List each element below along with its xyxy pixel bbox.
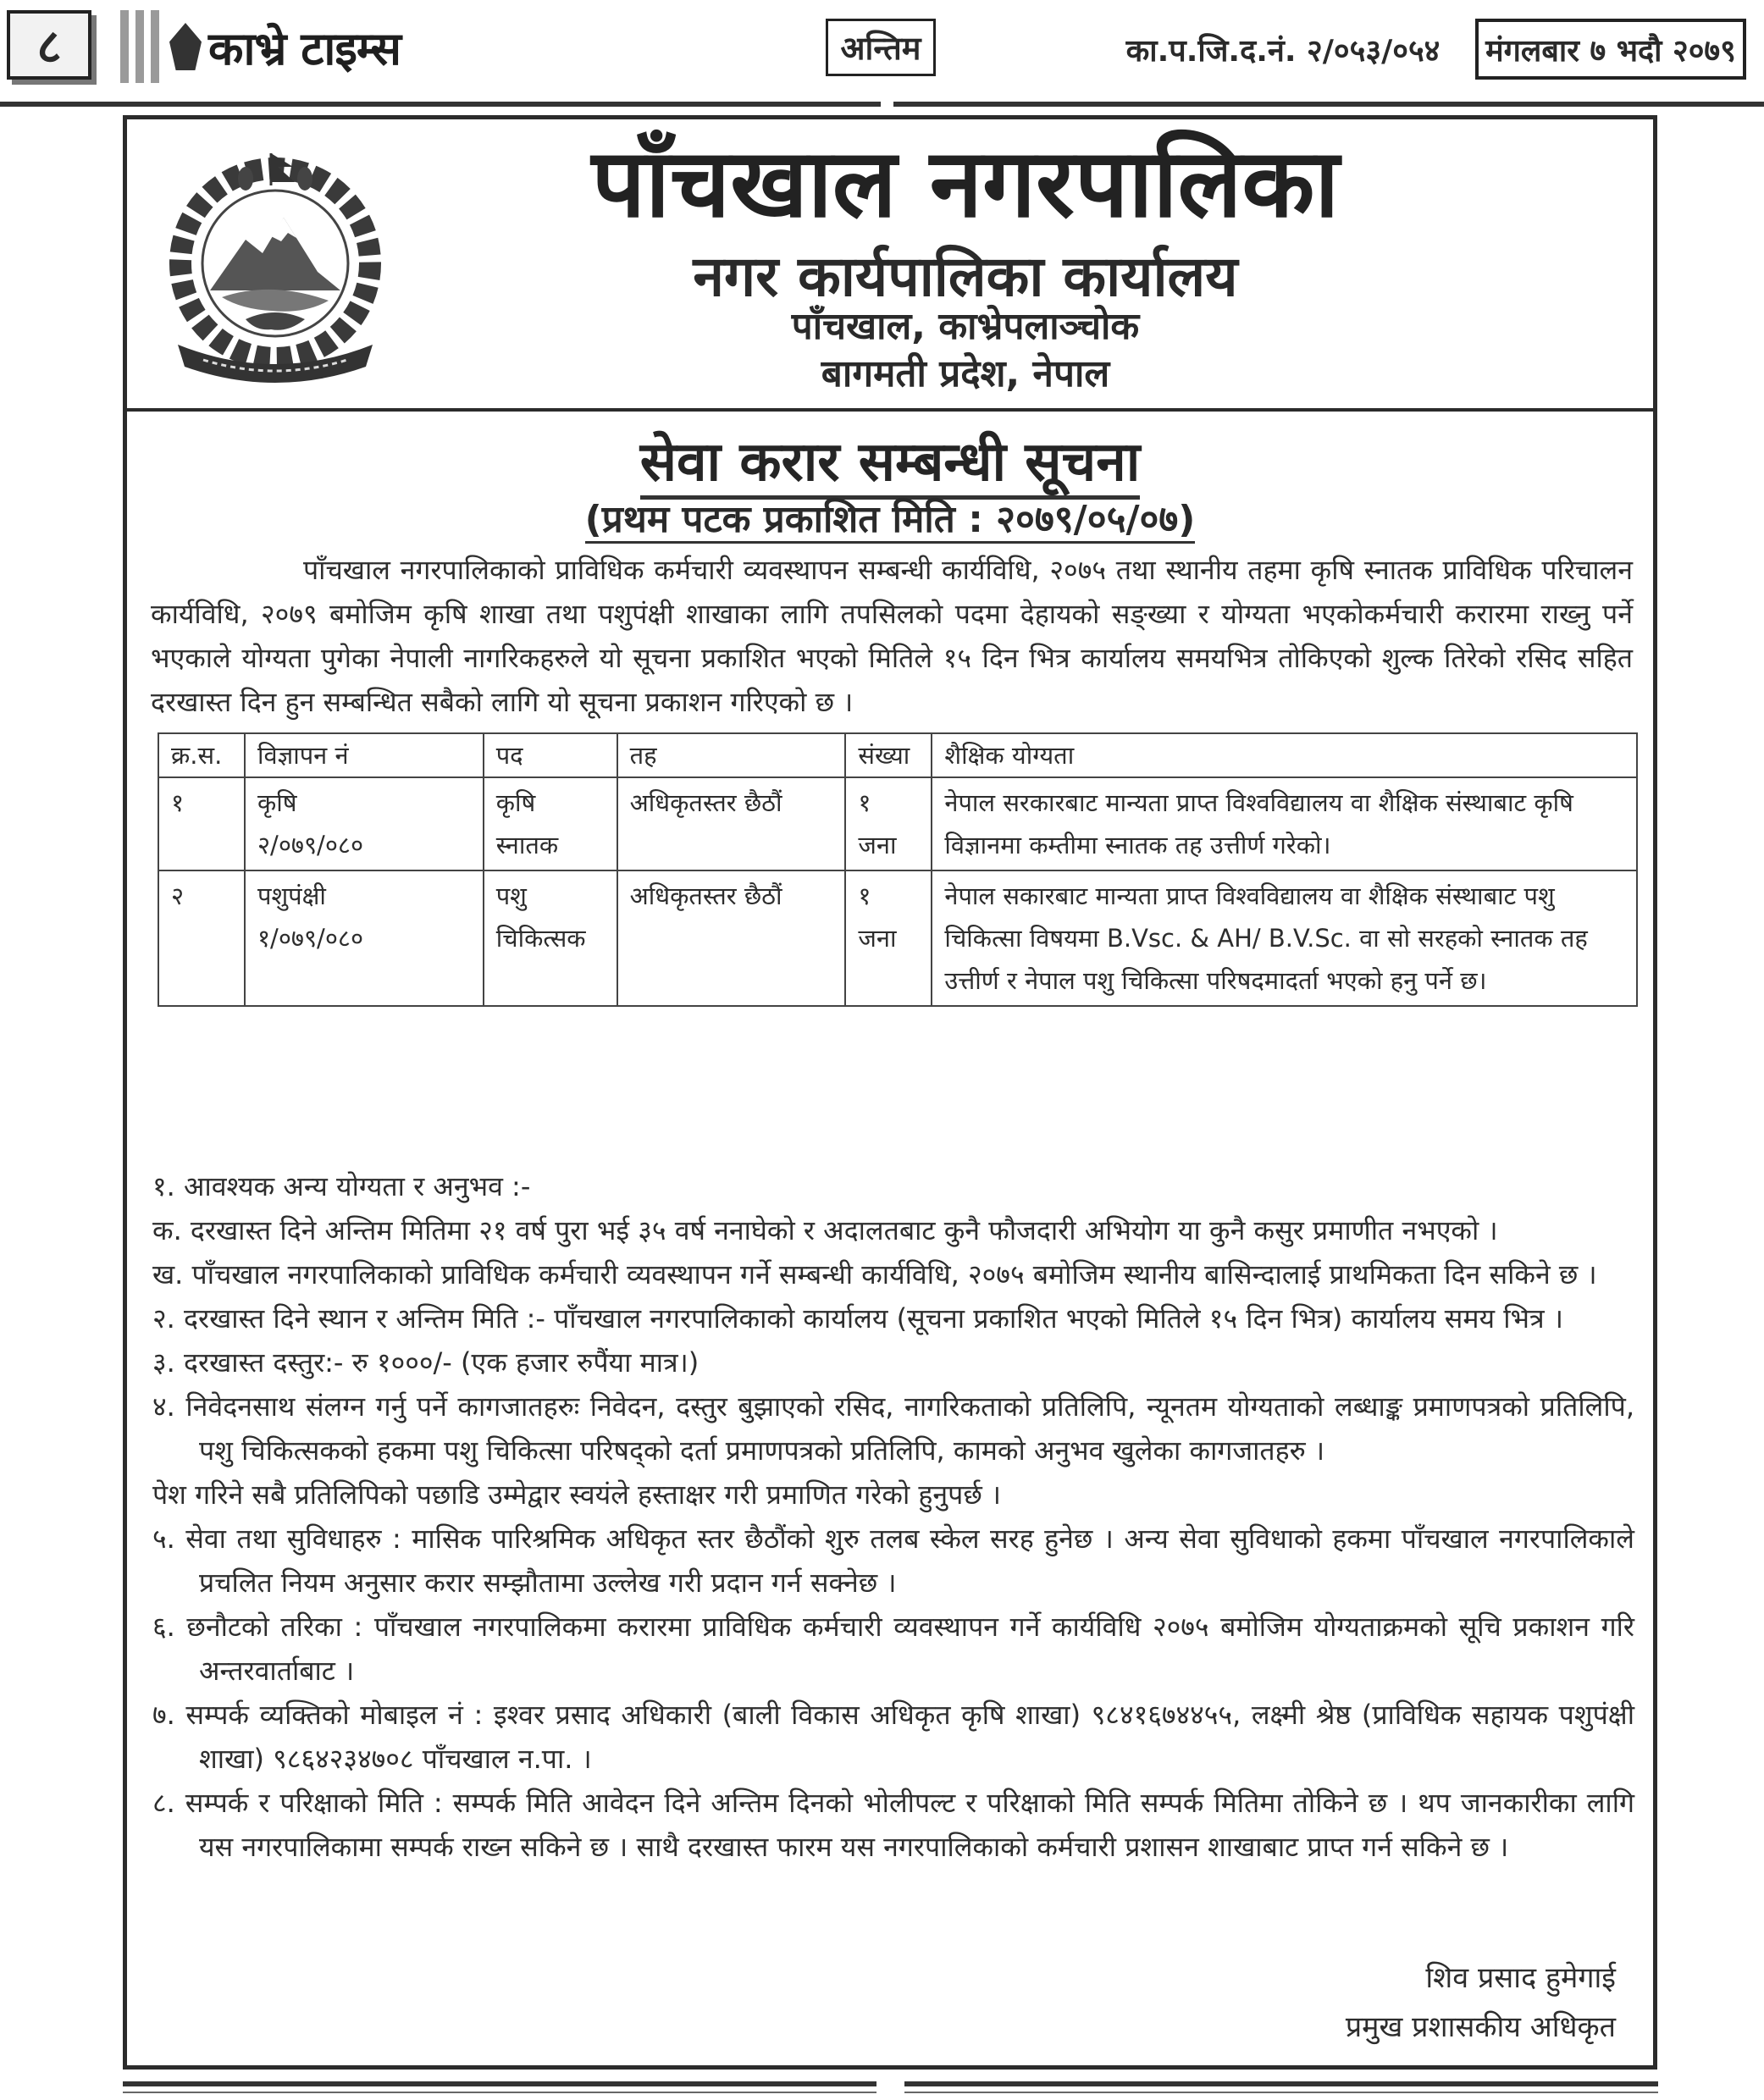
count-line: १ (858, 881, 871, 910)
notice-intro: पाँचखाल नगरपालिकाको प्राविधिक कर्मचारी व्यवस्थापन सम्बन्धी कार्यविधि, २०७५ तथा स्थानीय तहमा कृषि स्नातक प्राविधिक परिचालन कार्यविधि, २०७९ बमोजिम कृषि शाखा तथा पशुपंक्षी शाखाका लागि तपसिलको पदमा देहायको सङ्ख्या र योग्यता भएकोकर्मचारी करारमा राख्नु पर्ने भएकाले योग्यता पुगेका नेपाली नागरिकहरुले यो सूचना प्रकाशित भएको मितिले १५ दिन भित्र कार्यालय समयभित्र तोकिएको शुल्क तिरेको रसिद सहित दरखास्त दिन हुन सम्बन्धित सबैको लागि यो सूचना प्रकाशन गरिएको छ । (151, 554, 1633, 718)
publication-date (127, 492, 1653, 543)
footer-rule (904, 2092, 1658, 2093)
post-cell (484, 777, 617, 870)
column-header: विज्ञापन नं (245, 733, 484, 777)
office-banner (127, 119, 1653, 412)
column-header: तह (617, 733, 846, 777)
post-cell (484, 870, 617, 1006)
header-stripe (120, 10, 129, 83)
header-stripe (151, 10, 159, 83)
signature-block (1346, 1954, 1616, 2052)
publication-date-text: (प्रथम पटक प्रकाशित मिति : २०७९/०५/०७) (585, 498, 1196, 544)
signatory-name: शिव प्रसाद हुमेगाई (1425, 1961, 1616, 1995)
clause-note: पेश गरिने सबै प्रतिलिपिको पछाडि उम्मेद्वार स्वयंले हस्ताक्षर गरी प्रमाणित गरेको हुनुपर्छ । (152, 1478, 1002, 1511)
newspaper-logo (169, 8, 415, 85)
ad-number-line: १/०७९/०८० (257, 924, 364, 953)
ad-number-cell (245, 777, 484, 870)
vacancy-table (158, 732, 1638, 1007)
post-line: चिकित्सक (495, 924, 586, 953)
level-cell: अधिकृतस्तर छैठौं (617, 870, 846, 1006)
footer-rule (123, 2081, 876, 2086)
clause-item: ४. निवेदनसाथ संलग्न गर्नु पर्ने कागजातहरुः निवेदन, दस्तुर बुझाएको रसिद, नागरिकताको प्रतिलिपि, न्यूनतम योग्यताको लब्धाङ्क प्रमाणपत्रको प्रतिलिपि, पशु चिकित्सकको हकमा पशु चिकित्सा परिषद्को दर्ता प्रमाणपत्रको प्रतिलिपि, कामको अनुभव खुलेका कागजातहरु । (152, 1390, 1634, 1467)
page-number: ८ (7, 10, 91, 80)
municipality-name: पाँचखाल नगरपालिका (591, 129, 1340, 239)
footer-rule (904, 2081, 1658, 2086)
clause-item: ५. सेवा तथा सुविधाहरु : मासिक पारिश्रमिक अधिकृत स्तर छैठौंको शुरु तलब स्केल सरह हुनेछ । अन्य सेवा सुविधाको हकमा पाँचखाल नगरपालिकाले प्रचलित नियम अनुसार करार सम्झौतामा उल्लेख गरी प्रदान गर्न सक्नेछ । (152, 1522, 1634, 1599)
qualification-cell: नेपाल सरकारबाट मान्यता प्राप्त विश्वविद्यालय वा शैक्षिक संस्थाबाट कृषि विज्ञानमा कम्तीमा स्नातक तह उत्तीर्ण गरेको। (932, 777, 1637, 870)
qualification-cell: नेपाल सकारबाट मान्यता प्राप्त विश्वविद्यालय वा शैक्षिक संस्थाबाट पशु चिकित्सा विषयमा B.Vsc. & AH/ B.V.Sc. वा सो सरहको स्नातक तह उत्तीर्ण र नेपाल पशु चिकित्सा परिषदमादर्ता भएको हनु पर्ने छ। (932, 870, 1637, 1006)
notice-title-text: सेवा करार सम्बन्धी सूचना (640, 431, 1141, 500)
clause-item: ख. पाँचखाल नगरपालिकाको प्राविधिक कर्मचारी व्यवस्थापन गर्ने सम्बन्धी कार्यविधि, २०७५ बमोजिम स्थानीय बासिन्दालाई प्राथमिकता दिन सकिने छ । (152, 1258, 1597, 1290)
post-line: स्नातक (495, 831, 559, 859)
temple-logo-icon (169, 23, 202, 70)
ad-number-line: कृषि (257, 788, 297, 817)
serial-cell: १ (158, 777, 245, 870)
signatory-designation: प्रमुख प्रशासकीय अधिकृत (1345, 2010, 1616, 2044)
office-province: बागमती प्रदेश, नेपाल (821, 352, 1110, 395)
clause-item: २. दरखास्त दिने स्थान र अन्तिम मिति :- पाँचखाल नगरपालिकाको कार्यालय (सूचना प्रकाशित भएको मितिले १५ दिन भित्र) कार्यालय समय भित्र । (152, 1302, 1563, 1335)
registration-number: का.प.जि.द.नं. २/०५३/०५४ (1118, 22, 1448, 76)
column-header: पद (484, 733, 617, 777)
table-row (158, 870, 1637, 1006)
ad-number-line: २/०७९/०८० (257, 831, 364, 859)
table-header-row (158, 733, 1637, 777)
issue-date: मंगलबार ७ भदौ २०७९ (1475, 19, 1746, 80)
clause-item: क. दरखास्त दिने अन्तिम मितिमा २१ वर्ष पुरा भई ३५ वर्ष ननाघेको र अदालतबाट कुनै फौजदारी अभियोग या कुनै कसुर प्रमाणीत नभएको । (152, 1214, 1498, 1246)
newspaper-name: काभ्रे टाइम्स (208, 22, 401, 75)
office-address: पाँचखाल, काभ्रेपलाञ्चोक (791, 305, 1140, 348)
post-line: कृषि (495, 788, 536, 817)
notice-clauses (152, 1164, 1634, 1869)
clause-item: ७. सम्पर्क व्यक्तिको मोबाइल नं : इश्वर प्रसाद अधिकारी (बाली विकास अधिकृत कृषि शाखा) ९८४१६७४४५५, लक्ष्मी श्रेष्ठ (प्राविधिक सहायक पशुपंक्षी शाखा) ९८६४२३४७०८ पाँचखाल न.पा. । (152, 1699, 1634, 1775)
count-line: १ (858, 788, 871, 817)
count-line: जना (858, 831, 897, 859)
count-cell (845, 870, 932, 1006)
nepal-government-emblem-icon (144, 145, 406, 386)
post-line: पशु (495, 881, 527, 910)
ad-number-cell (245, 870, 484, 1006)
public-notice (123, 115, 1657, 2070)
column-header: शैक्षिक योग्यता (932, 733, 1637, 777)
column-header: क्र.स. (158, 733, 245, 777)
clause-item: ६. छनौटको तरिका : पाँचखाल नगरपालिकमा करारमा प्राविधिक कर्मचारी व्यवस्थापन गर्ने कार्यविधि २०७५ बमोजिम योग्यताक्रमको सूचि प्रकाशन गरि अन्तरवार्ताबाट । (152, 1611, 1634, 1687)
serial-cell: २ (158, 870, 245, 1006)
edition-label: अन्तिम (826, 19, 936, 76)
header-rule (893, 102, 1764, 107)
clause-item: ३. दरखास्त दस्तुर:- रु १०००/- (एक हजार रुपैंया मात्र।) (152, 1346, 700, 1379)
clause-item: ८. सम्पर्क र परिक्षाको मिति : सम्पर्क मिति आवेदन दिने अन्तिम दिनको भोलीपल्ट र परिक्षाको मिति सम्पर्क मितिमा तोकिने छ । थप जानकारीका लागि यस नगरपालिकामा सम्पर्क राख्न सकिने छ । साथै दरखास्त फारम यस नगरपालिकाको कर्मचारी प्रशासन शाखाबाट प्राप्त गर्न सकिने छ । (152, 1787, 1634, 1863)
count-cell (845, 777, 932, 870)
newspaper-header (0, 0, 1764, 110)
clause-heading: १. आवश्यक अन्य योग्यता र अनुभव :- (152, 1170, 531, 1202)
notice-title (127, 423, 1653, 496)
count-line: जना (858, 924, 897, 953)
ad-number-line: पशुपंक्षी (257, 881, 326, 910)
header-rule (0, 102, 881, 107)
level-cell: अधिकृतस्तर छैठौं (617, 777, 846, 870)
office-name: नगर कार्यपालिका कार्यालय (693, 244, 1238, 309)
footer-rule (123, 2092, 876, 2093)
column-header: संख्या (845, 733, 932, 777)
header-stripe (135, 10, 144, 83)
table-row (158, 777, 1637, 870)
